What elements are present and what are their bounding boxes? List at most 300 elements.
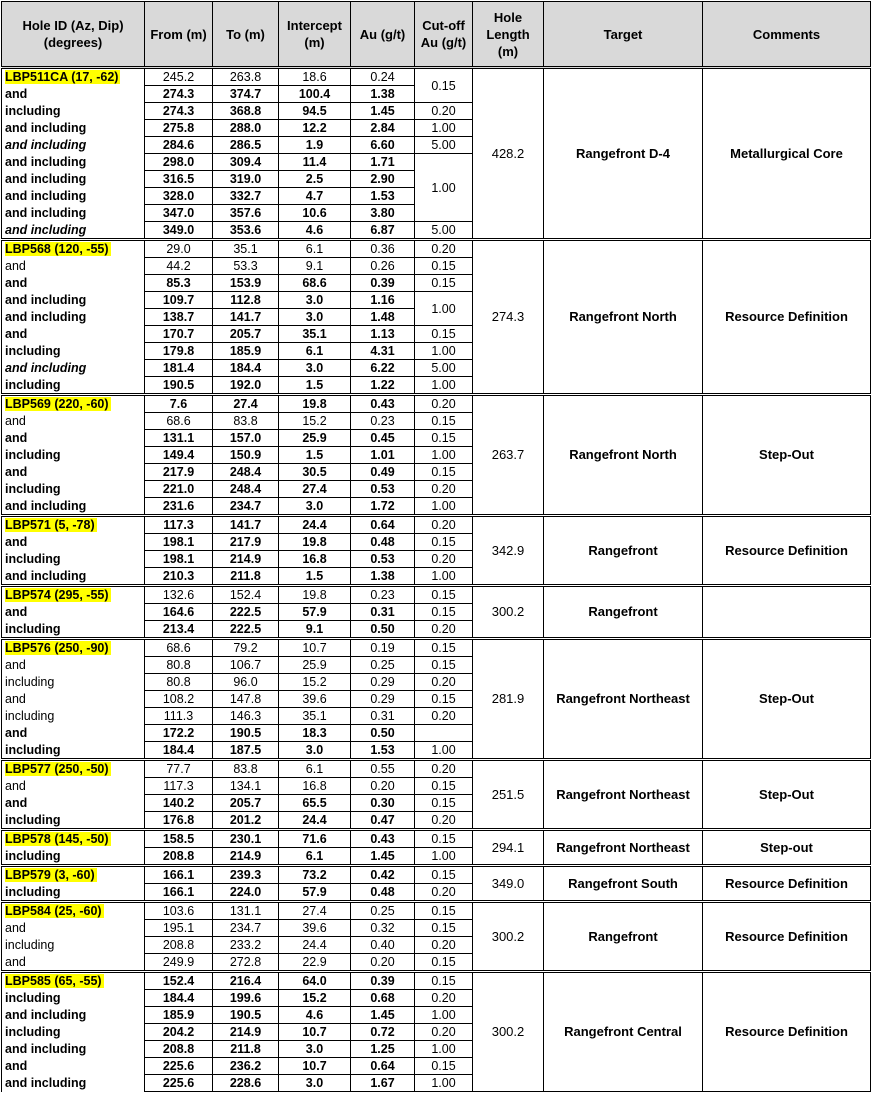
interval-label: and including: [2, 154, 145, 171]
cutoff-cell: 0.20: [415, 240, 473, 258]
au-grade-cell: 1.72: [351, 498, 415, 516]
target-cell: Rangefront South: [544, 866, 703, 902]
target-cell: Rangefront North: [544, 395, 703, 516]
to-cell: 332.7: [213, 188, 279, 205]
to-cell: 236.2: [213, 1058, 279, 1075]
intercept-cell: 1.5: [279, 447, 351, 464]
to-cell: 192.0: [213, 377, 279, 395]
au-grade-cell: 1.48: [351, 309, 415, 326]
cutoff-cell: 1.00: [415, 1007, 473, 1024]
cutoff-cell: 0.20: [415, 621, 473, 639]
comments-cell: Resource Definition: [703, 902, 871, 972]
au-grade-cell: 0.24: [351, 68, 415, 86]
to-cell: 216.4: [213, 972, 279, 990]
hole-id-highlight: LBP574 (295, -55): [5, 588, 109, 603]
au-grade-cell: 0.49: [351, 464, 415, 481]
comments-cell: Step-out: [703, 830, 871, 866]
intercept-cell: 35.1: [279, 326, 351, 343]
au-grade-cell: 0.48: [351, 884, 415, 902]
au-grade-cell: 0.68: [351, 990, 415, 1007]
cutoff-cell: 0.15: [415, 534, 473, 551]
to-cell: 222.5: [213, 621, 279, 639]
to-cell: 288.0: [213, 120, 279, 137]
from-cell: 44.2: [145, 258, 213, 275]
hole-length-cell: 263.7: [473, 395, 544, 516]
target-cell: Rangefront: [544, 586, 703, 639]
intercept-cell: 3.0: [279, 360, 351, 377]
to-cell: 153.9: [213, 275, 279, 292]
cutoff-cell: 0.20: [415, 395, 473, 413]
intercept-cell: 11.4: [279, 154, 351, 171]
cutoff-cell: 1.00: [415, 742, 473, 760]
header-to: To (m): [213, 2, 279, 68]
hole-id-cell: [2, 830, 145, 848]
to-cell: 152.4: [213, 586, 279, 604]
hole-length-cell: 281.9: [473, 639, 544, 760]
au-grade-cell: 1.53: [351, 742, 415, 760]
from-cell: 225.6: [145, 1075, 213, 1092]
from-cell: 231.6: [145, 498, 213, 516]
intercept-cell: 73.2: [279, 866, 351, 884]
au-grade-cell: 2.90: [351, 171, 415, 188]
comments-cell: Step-Out: [703, 395, 871, 516]
au-grade-cell: 2.84: [351, 120, 415, 137]
to-cell: 211.8: [213, 1041, 279, 1058]
from-cell: 208.8: [145, 937, 213, 954]
to-cell: 234.7: [213, 920, 279, 937]
cutoff-cell: 0.20: [415, 760, 473, 778]
intercept-cell: 6.1: [279, 760, 351, 778]
cutoff-cell: 0.15: [415, 413, 473, 430]
intercept-cell: 22.9: [279, 954, 351, 972]
header-au: Au (g/t): [351, 2, 415, 68]
from-cell: 179.8: [145, 343, 213, 360]
to-cell: 112.8: [213, 292, 279, 309]
from-cell: 149.4: [145, 447, 213, 464]
au-grade-cell: 1.45: [351, 848, 415, 866]
au-grade-cell: 1.16: [351, 292, 415, 309]
au-grade-cell: 0.30: [351, 795, 415, 812]
interval-label: and including: [2, 309, 145, 326]
comments-cell: Step-Out: [703, 639, 871, 760]
cutoff-cell: 0.15: [415, 866, 473, 884]
intercept-cell: 3.0: [279, 309, 351, 326]
interval-label: and: [2, 275, 145, 292]
interval-label: and including: [2, 498, 145, 516]
hole-length-cell: 342.9: [473, 516, 544, 586]
hole-id-cell: [2, 639, 145, 657]
cutoff-cell: 0.15: [415, 326, 473, 343]
interval-label: and: [2, 920, 145, 937]
from-cell: 138.7: [145, 309, 213, 326]
hole-id-highlight: LBP584 (25, -60): [5, 904, 102, 919]
interval-label: including: [2, 708, 145, 725]
intercept-cell: 71.6: [279, 830, 351, 848]
to-cell: 353.6: [213, 222, 279, 240]
to-cell: 190.5: [213, 1007, 279, 1024]
header-from: From (m): [145, 2, 213, 68]
table-row: [2, 866, 871, 884]
interval-label: and: [2, 778, 145, 795]
interval-label: and: [2, 725, 145, 742]
au-grade-cell: 6.22: [351, 360, 415, 377]
from-cell: 184.4: [145, 990, 213, 1007]
cutoff-cell: 1.00: [415, 1041, 473, 1058]
au-grade-cell: 6.87: [351, 222, 415, 240]
intercept-cell: 57.9: [279, 604, 351, 621]
au-grade-cell: 0.23: [351, 586, 415, 604]
cutoff-cell: 1.00: [415, 377, 473, 395]
to-cell: 357.6: [213, 205, 279, 222]
to-cell: 228.6: [213, 1075, 279, 1092]
table-header: [2, 2, 871, 68]
interval-label: and including: [2, 292, 145, 309]
interval-label: including: [2, 884, 145, 902]
hole-id-highlight: LBP511CA (17, -62): [5, 70, 119, 85]
from-cell: 208.8: [145, 1041, 213, 1058]
hole-id-highlight: LBP578 (145, -50): [5, 832, 109, 847]
cutoff-cell: 0.20: [415, 516, 473, 534]
from-cell: 29.0: [145, 240, 213, 258]
table-row: [2, 972, 871, 990]
cutoff-cell: 0.20: [415, 812, 473, 830]
from-cell: 80.8: [145, 674, 213, 691]
to-cell: 230.1: [213, 830, 279, 848]
intercept-cell: 2.5: [279, 171, 351, 188]
interval-label: and: [2, 464, 145, 481]
to-cell: 83.8: [213, 760, 279, 778]
from-cell: 185.9: [145, 1007, 213, 1024]
to-cell: 141.7: [213, 309, 279, 326]
hole-id-highlight: LBP579 (3, -60): [5, 868, 95, 883]
intercept-cell: 9.1: [279, 258, 351, 275]
from-cell: 108.2: [145, 691, 213, 708]
target-cell: Rangefront D-4: [544, 68, 703, 240]
intercept-cell: 1.9: [279, 137, 351, 154]
hole-length-cell: 300.2: [473, 972, 544, 1092]
from-cell: 164.6: [145, 604, 213, 621]
au-grade-cell: 1.13: [351, 326, 415, 343]
intercept-cell: 3.0: [279, 1041, 351, 1058]
to-cell: 286.5: [213, 137, 279, 154]
hole-id-cell: [2, 972, 145, 990]
intercept-cell: 68.6: [279, 275, 351, 292]
cutoff-cell: 1.00: [415, 848, 473, 866]
from-cell: 245.2: [145, 68, 213, 86]
intercept-cell: 3.0: [279, 292, 351, 309]
from-cell: 275.8: [145, 120, 213, 137]
cutoff-cell: 0.20: [415, 884, 473, 902]
cutoff-cell: 5.00: [415, 137, 473, 154]
from-cell: 117.3: [145, 516, 213, 534]
cutoff-cell: 0.20: [415, 990, 473, 1007]
au-grade-cell: 0.40: [351, 937, 415, 954]
to-cell: 248.4: [213, 481, 279, 498]
interval-label: and including: [2, 171, 145, 188]
cutoff-cell: 1.00: [415, 568, 473, 586]
intercept-cell: 15.2: [279, 674, 351, 691]
cutoff-cell: 5.00: [415, 360, 473, 377]
from-cell: 328.0: [145, 188, 213, 205]
cutoff-cell: 0.15: [415, 1058, 473, 1075]
au-grade-cell: 0.25: [351, 657, 415, 674]
au-grade-cell: 1.22: [351, 377, 415, 395]
to-cell: 96.0: [213, 674, 279, 691]
comments-cell: Resource Definition: [703, 866, 871, 902]
to-cell: 272.8: [213, 954, 279, 972]
from-cell: 140.2: [145, 795, 213, 812]
to-cell: 190.5: [213, 725, 279, 742]
au-grade-cell: 0.39: [351, 275, 415, 292]
interval-label: including: [2, 674, 145, 691]
header-target: Target: [544, 2, 703, 68]
interval-label: and: [2, 604, 145, 621]
comments-cell: Resource Definition: [703, 240, 871, 395]
to-cell: 79.2: [213, 639, 279, 657]
hole-length-cell: 300.2: [473, 902, 544, 972]
intercept-cell: 4.6: [279, 1007, 351, 1024]
from-cell: 109.7: [145, 292, 213, 309]
intercept-cell: 4.7: [279, 188, 351, 205]
from-cell: 298.0: [145, 154, 213, 171]
from-cell: 249.9: [145, 954, 213, 972]
hole-id-cell: [2, 395, 145, 413]
cutoff-cell: 1.00: [415, 498, 473, 516]
cutoff-cell: 0.15: [415, 972, 473, 990]
au-grade-cell: 0.47: [351, 812, 415, 830]
cutoff-cell: 1.00: [415, 1075, 473, 1092]
to-cell: 201.2: [213, 812, 279, 830]
table-body: [2, 68, 871, 1092]
to-cell: 374.7: [213, 86, 279, 103]
intercept-cell: 18.3: [279, 725, 351, 742]
from-cell: 166.1: [145, 884, 213, 902]
interval-label: and: [2, 258, 145, 275]
to-cell: 263.8: [213, 68, 279, 86]
cutoff-cell: 0.15: [415, 586, 473, 604]
intercept-cell: 10.7: [279, 639, 351, 657]
intercept-cell: 24.4: [279, 812, 351, 830]
interval-label: and: [2, 691, 145, 708]
hole-id-cell: [2, 902, 145, 920]
hole-length-cell: 349.0: [473, 866, 544, 902]
intercept-cell: 1.5: [279, 377, 351, 395]
table-row: [2, 516, 871, 534]
from-cell: 103.6: [145, 902, 213, 920]
intercept-cell: 4.6: [279, 222, 351, 240]
table-row: [2, 68, 871, 86]
interval-label: including: [2, 447, 145, 464]
cutoff-cell: 1.00: [415, 292, 473, 326]
cutoff-cell: 0.15: [415, 920, 473, 937]
interval-label: and including: [2, 360, 145, 377]
au-grade-cell: 1.38: [351, 86, 415, 103]
from-cell: 198.1: [145, 534, 213, 551]
interval-label: including: [2, 1024, 145, 1041]
cutoff-cell: 0.15: [415, 275, 473, 292]
from-cell: 166.1: [145, 866, 213, 884]
hole-length-cell: 294.1: [473, 830, 544, 866]
intercept-cell: 10.7: [279, 1024, 351, 1041]
cutoff-cell: 1.00: [415, 154, 473, 222]
intercept-cell: 25.9: [279, 430, 351, 447]
cutoff-cell: 0.15: [415, 954, 473, 972]
interval-label: and: [2, 413, 145, 430]
to-cell: 319.0: [213, 171, 279, 188]
to-cell: 157.0: [213, 430, 279, 447]
cutoff-cell: 0.15: [415, 430, 473, 447]
au-grade-cell: 0.36: [351, 240, 415, 258]
from-cell: 85.3: [145, 275, 213, 292]
interval-label: and including: [2, 222, 145, 240]
interval-label: and including: [2, 1075, 145, 1092]
to-cell: 214.9: [213, 848, 279, 866]
from-cell: 131.1: [145, 430, 213, 447]
to-cell: 187.5: [213, 742, 279, 760]
to-cell: 146.3: [213, 708, 279, 725]
cutoff-cell: [415, 725, 473, 742]
cutoff-cell: 0.15: [415, 657, 473, 674]
to-cell: 248.4: [213, 464, 279, 481]
interval-label: and: [2, 326, 145, 343]
cutoff-cell: 0.15: [415, 795, 473, 812]
interval-label: including: [2, 343, 145, 360]
au-grade-cell: 0.29: [351, 691, 415, 708]
to-cell: 309.4: [213, 154, 279, 171]
to-cell: 205.7: [213, 326, 279, 343]
cutoff-cell: 0.15: [415, 258, 473, 275]
interval-label: and: [2, 657, 145, 674]
hole-id-highlight: LBP576 (250, -90): [5, 641, 109, 656]
intercept-cell: 3.0: [279, 1075, 351, 1092]
to-cell: 368.8: [213, 103, 279, 120]
to-cell: 150.9: [213, 447, 279, 464]
intercept-cell: 10.6: [279, 205, 351, 222]
au-grade-cell: 0.64: [351, 516, 415, 534]
interval-label: and: [2, 1058, 145, 1075]
hole-id-highlight: LBP568 (120, -55): [5, 242, 109, 257]
target-cell: Rangefront North: [544, 240, 703, 395]
au-grade-cell: 0.50: [351, 725, 415, 742]
header-intercept: Intercept (m): [279, 2, 351, 68]
au-grade-cell: 0.32: [351, 920, 415, 937]
interval-label: including: [2, 937, 145, 954]
au-grade-cell: 0.20: [351, 778, 415, 795]
to-cell: 131.1: [213, 902, 279, 920]
interval-label: including: [2, 742, 145, 760]
intercept-cell: 100.4: [279, 86, 351, 103]
au-grade-cell: 0.53: [351, 481, 415, 498]
table-row: [2, 240, 871, 258]
cutoff-cell: 0.15: [415, 68, 473, 103]
to-cell: 185.9: [213, 343, 279, 360]
intercept-cell: 25.9: [279, 657, 351, 674]
from-cell: 316.5: [145, 171, 213, 188]
to-cell: 35.1: [213, 240, 279, 258]
interval-label: and including: [2, 188, 145, 205]
target-cell: Rangefront: [544, 516, 703, 586]
intercept-cell: 19.8: [279, 395, 351, 413]
from-cell: 158.5: [145, 830, 213, 848]
from-cell: 111.3: [145, 708, 213, 725]
au-grade-cell: 4.31: [351, 343, 415, 360]
from-cell: 204.2: [145, 1024, 213, 1041]
cutoff-cell: 5.00: [415, 222, 473, 240]
to-cell: 217.9: [213, 534, 279, 551]
au-grade-cell: 1.45: [351, 103, 415, 120]
table-row: [2, 586, 871, 604]
table-row: [2, 902, 871, 920]
to-cell: 147.8: [213, 691, 279, 708]
header-hole-id: Hole ID (Az, Dip) (degrees): [2, 2, 145, 68]
hole-length-cell: 300.2: [473, 586, 544, 639]
cutoff-cell: 0.15: [415, 464, 473, 481]
interval-label: and: [2, 795, 145, 812]
to-cell: 239.3: [213, 866, 279, 884]
to-cell: 83.8: [213, 413, 279, 430]
intercept-cell: 9.1: [279, 621, 351, 639]
from-cell: 80.8: [145, 657, 213, 674]
intercept-cell: 39.6: [279, 691, 351, 708]
to-cell: 211.8: [213, 568, 279, 586]
au-grade-cell: 0.45: [351, 430, 415, 447]
au-grade-cell: 0.20: [351, 954, 415, 972]
interval-label: including: [2, 481, 145, 498]
interval-label: including: [2, 848, 145, 866]
intercept-cell: 65.5: [279, 795, 351, 812]
comments-cell: Resource Definition: [703, 516, 871, 586]
from-cell: 347.0: [145, 205, 213, 222]
hole-id-cell: [2, 516, 145, 534]
cutoff-cell: 0.20: [415, 481, 473, 498]
interval-label: including: [2, 990, 145, 1007]
from-cell: 225.6: [145, 1058, 213, 1075]
au-grade-cell: 1.67: [351, 1075, 415, 1092]
intercept-cell: 27.4: [279, 902, 351, 920]
interval-label: and including: [2, 1041, 145, 1058]
comments-cell: Step-Out: [703, 760, 871, 830]
au-grade-cell: 6.60: [351, 137, 415, 154]
intercept-cell: 94.5: [279, 103, 351, 120]
from-cell: 117.3: [145, 778, 213, 795]
target-cell: Rangefront Northeast: [544, 760, 703, 830]
target-cell: Rangefront Central: [544, 972, 703, 1092]
cutoff-cell: 0.20: [415, 1024, 473, 1041]
hole-id-cell: [2, 68, 145, 86]
au-grade-cell: 1.38: [351, 568, 415, 586]
cutoff-cell: 1.00: [415, 343, 473, 360]
intercept-cell: 35.1: [279, 708, 351, 725]
from-cell: 208.8: [145, 848, 213, 866]
hole-id-highlight: LBP577 (250, -50): [5, 762, 109, 777]
au-grade-cell: 0.31: [351, 604, 415, 621]
drill-results-table: [1, 1, 871, 1092]
from-cell: 184.4: [145, 742, 213, 760]
target-cell: Rangefront: [544, 902, 703, 972]
cutoff-cell: 1.00: [415, 120, 473, 137]
cutoff-cell: 0.20: [415, 937, 473, 954]
header-comments: Comments: [703, 2, 871, 68]
au-grade-cell: 3.80: [351, 205, 415, 222]
from-cell: 176.8: [145, 812, 213, 830]
hole-id-cell: [2, 866, 145, 884]
au-grade-cell: 0.42: [351, 866, 415, 884]
to-cell: 184.4: [213, 360, 279, 377]
to-cell: 134.1: [213, 778, 279, 795]
intercept-cell: 1.5: [279, 568, 351, 586]
cutoff-cell: 1.00: [415, 447, 473, 464]
to-cell: 199.6: [213, 990, 279, 1007]
